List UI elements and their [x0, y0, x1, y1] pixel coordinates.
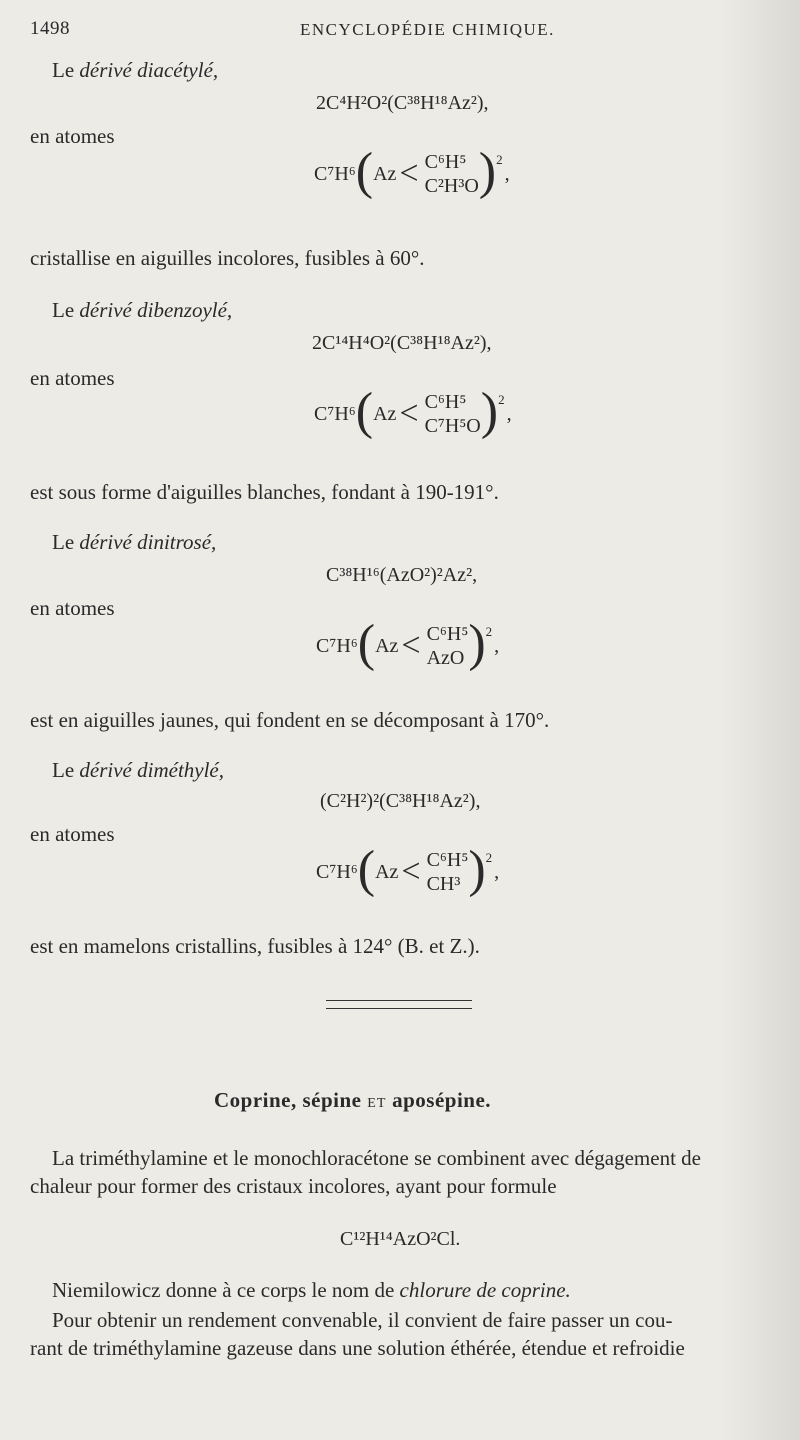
formula-line: C³⁸H¹⁶(AzO²)²Az², — [326, 564, 478, 586]
entry-description: est en aiguilles jaunes, qui fondent en se décomposant à 170°. — [30, 708, 550, 732]
structural-formula: C⁷H⁶ ( Az < C⁶H⁵ C⁷H⁵O ) 2 , — [314, 383, 512, 440]
entry-description: est en mamelons cristallins, fusibles à 124° (B. et Z.). — [30, 934, 480, 958]
paragraph-line: Niemilowicz donne à ce corps le nom de chlorure de coprine. — [52, 1278, 571, 1302]
paragraph-line: rant de triméthylamine gazeuse dans une solution éthérée, étendue et refroidie — [30, 1336, 685, 1360]
formula-line: C¹²H¹⁴AzO²Cl. — [340, 1228, 461, 1250]
atoms-label: en atomes — [30, 124, 115, 148]
paragraph-line: La triméthylamine et le monochloracétone se combinent avec dégagement de — [52, 1146, 701, 1170]
page-number: 1498 — [30, 18, 70, 39]
separator-rule-bottom — [326, 1008, 472, 1009]
atoms-label: en atomes — [30, 822, 115, 846]
structural-formula: C⁷H⁶ ( Az < C⁶H⁵ C²H³O ) 2 , — [314, 143, 510, 200]
structural-formula: C⁷H⁶ ( Az < C⁶H⁵ AzO ) 2 , — [316, 615, 500, 672]
running-title: ENCYCLOPÉDIE CHIMIQUE. — [300, 20, 555, 39]
entry-intro: Le dérivé dinitrosé, — [52, 530, 217, 554]
paragraph-line: Pour obtenir un rendement convenable, il convient de faire passer un cou- — [52, 1308, 673, 1332]
entry-intro: Le dérivé dibenzoylé, — [52, 298, 233, 322]
atoms-label: en atomes — [30, 366, 115, 390]
formula-line: 2C¹⁴H⁴O²(C³⁸H¹⁸Az²), — [312, 332, 492, 354]
separator-rule-top — [326, 1000, 472, 1001]
section-heading: Coprine, sépine ET aposépine. — [214, 1088, 492, 1112]
entry-intro: Le dérivé diacétylé, — [52, 58, 219, 82]
formula-line: 2C⁴H²O²(C³⁸H¹⁸Az²), — [316, 92, 489, 114]
formula-line: (C²H²)²(C³⁸H¹⁸Az²), — [320, 790, 481, 812]
page-edge-shadow — [720, 0, 800, 1440]
entry-description: est sous forme d'aiguilles blanches, fondant à 190-191°. — [30, 480, 499, 504]
entry-description: cristallise en aiguilles incolores, fusibles à 60°. — [30, 246, 425, 270]
entry-intro: Le dérivé diméthylé, — [52, 758, 225, 782]
structural-formula: C⁷H⁶ ( Az < C⁶H⁵ CH³ ) 2 , — [316, 841, 500, 898]
paragraph-line: chaleur pour former des cristaux incolores, ayant pour formule — [30, 1174, 557, 1198]
atoms-label: en atomes — [30, 596, 115, 620]
